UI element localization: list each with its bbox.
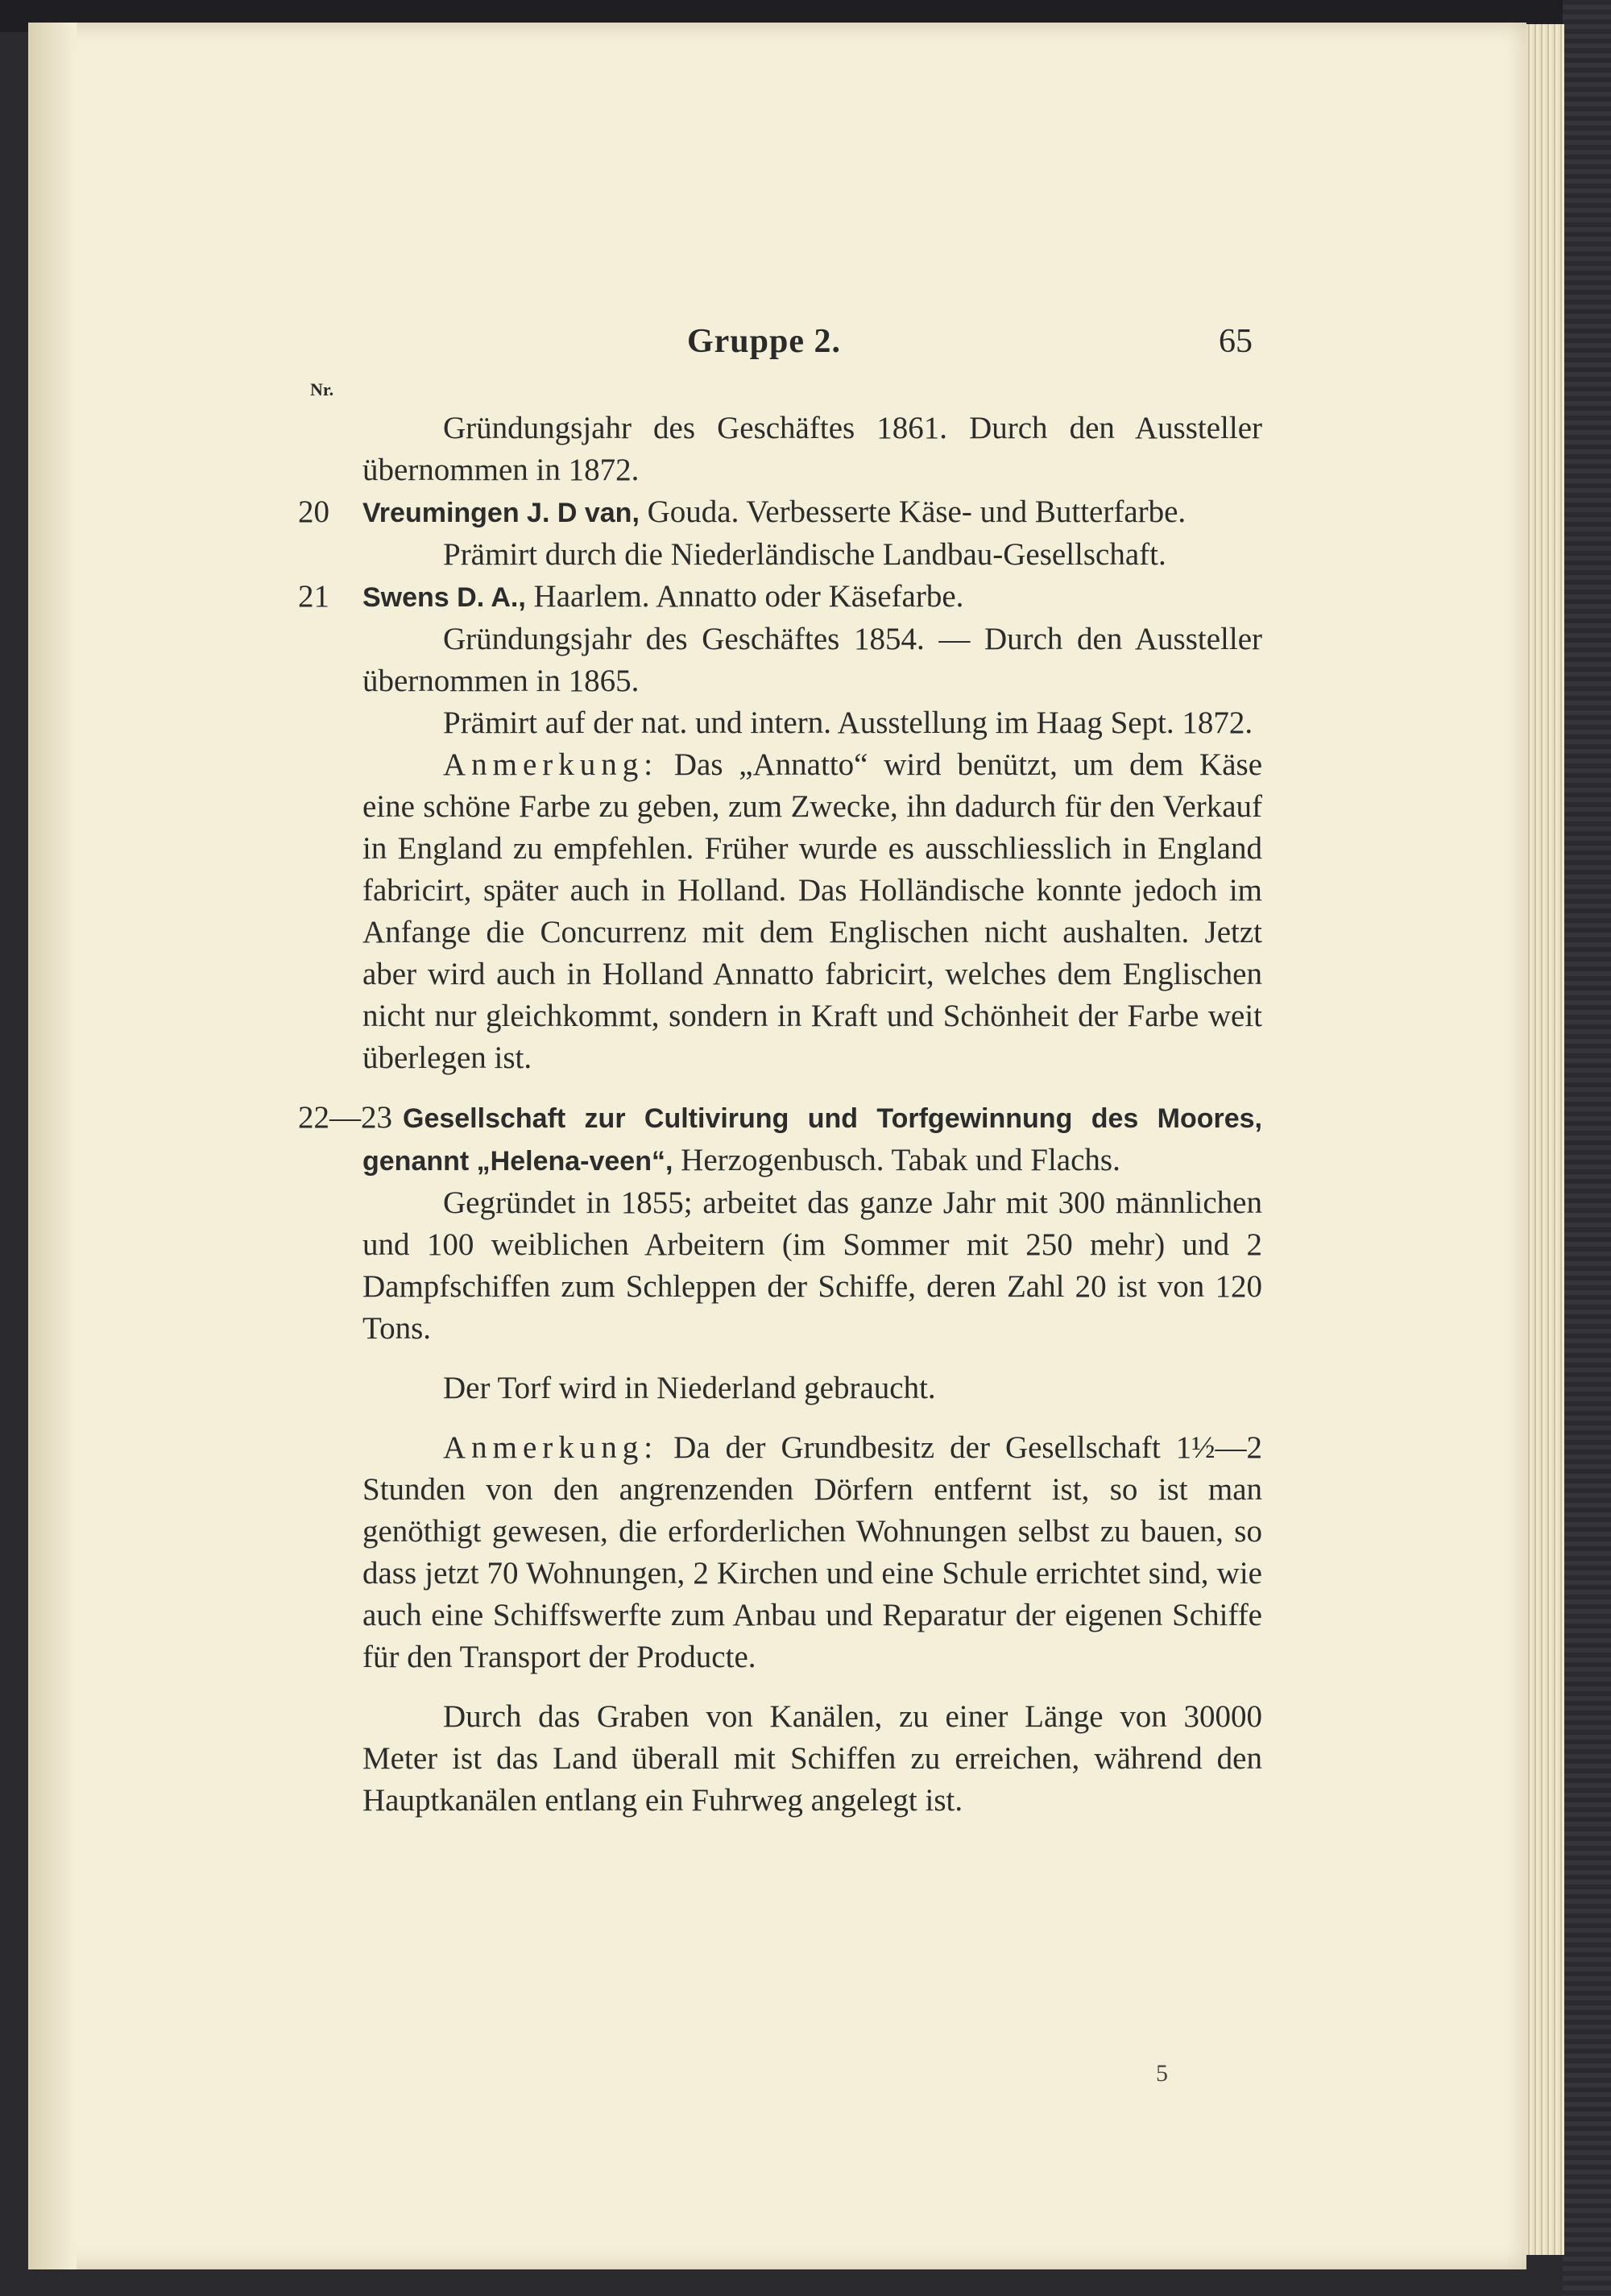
book-page (28, 23, 1526, 2269)
company-paragraph: Gegründet in 1855; arbeitet das ganze Jahr mit 300 männlichen und 100 weiblichen Arbeitern (im Sommer mit 250 mehr) und 2 Dampfschiffen zum Schleppen der Schiffe, deren Zahl 20 ist von 120 Tons. (362, 1185, 1262, 1346)
entry-22-23 (298, 1097, 1262, 1182)
entry-description: Herzogenbusch. Tabak und Flachs. (673, 1143, 1120, 1177)
exhibitor-name: Gesellschaft zur Cultivirung und Torfgewinnung des Moores, genannt „Helena-veen“, (362, 1103, 1262, 1177)
entry-number: 22—23 (298, 1100, 392, 1135)
number-column-label: Nr. (310, 379, 334, 399)
continuation-paragraph: Gründungsjahr des Geschäftes 1861. Durch den Aussteller übernommen in 1872. (362, 411, 1262, 487)
book-cover-right (1563, 0, 1611, 2296)
note-label: Anmerkung: (443, 747, 659, 782)
running-header: Gruppe 2. (687, 323, 842, 360)
entry-20 (298, 491, 1262, 534)
entry-number: 21 (298, 579, 329, 614)
note-text: Das „Annatto“ wird benützt, um dem Käse eine schöne Farbe zu geben, zum Zwecke, ihn dadurch für den Verkauf in England zu empfehlen. Früher wurde es ausschliesslich in England fabricirt, später auch in Holland. Das Holländische konnte jedoch im Anfange die Concurrenz mit dem Englischen nicht aushalten. Jetzt aber wird auch in Holland Annatto fabricirt, welches dem Englischen nicht nur gleichkommt, sondern in Kraft und Schönheit der Farbe weit überlegen ist. (362, 747, 1262, 1075)
entry-number: 20 (298, 494, 329, 529)
entry-description: Gouda. Verbesserte Käse- und Butterfarbe. (639, 494, 1187, 529)
founding-paragraph: Gründungsjahr des Geschäftes 1854. — Durch den Aussteller übernommen in 1865. (362, 622, 1262, 698)
entry-description: Haarlem. Annatto oder Käsefarbe. (525, 579, 964, 614)
page-gutter (28, 23, 77, 2269)
note-paragraph (362, 744, 1262, 1079)
award-paragraph: Prämirt durch die Niederländische Landbau-Gesellschaft. (443, 537, 1166, 572)
entry-21 (298, 576, 1262, 618)
note-text: Da der Grundbesitz der Gesellschaft 1½—2 Stunden von den angrenzenden Dörfern entfernt ist, so ist man genöthigt gewesen, die erforderlichen Wohnungen selbst zu bauen, so dass jetzt 70 Wohnungen, 2 Kirchen und eine Schule errichtet sind, wie auch eine Schiffswerfte zum Anbau und Reparatur der eigenen Schiffe für den Transport der Producte. (362, 1430, 1262, 1674)
award-paragraph: Prämirt auf der nat. und intern. Ausstellung im Haag Sept. 1872. (443, 705, 1253, 740)
note-label: Anmerkung: (443, 1430, 659, 1465)
note-paragraph (362, 1427, 1262, 1678)
page-number: 65 (1219, 323, 1253, 360)
peat-paragraph: Der Torf wird in Niederland gebraucht. (443, 1371, 936, 1405)
body-text (298, 407, 1262, 1822)
closing-paragraph: Durch das Graben von Kanälen, zu einer Länge von 30000 Meter ist das Land überall mit Schiffen zu erreichen, während den Hauptkanälen entlang ein Fuhrweg angelegt ist. (362, 1699, 1262, 1818)
signature-mark: 5 (1156, 2060, 1168, 2087)
exhibitor-name: Vreumingen J. D van, (362, 498, 640, 528)
exhibitor-name: Swens D. A., (362, 582, 526, 613)
